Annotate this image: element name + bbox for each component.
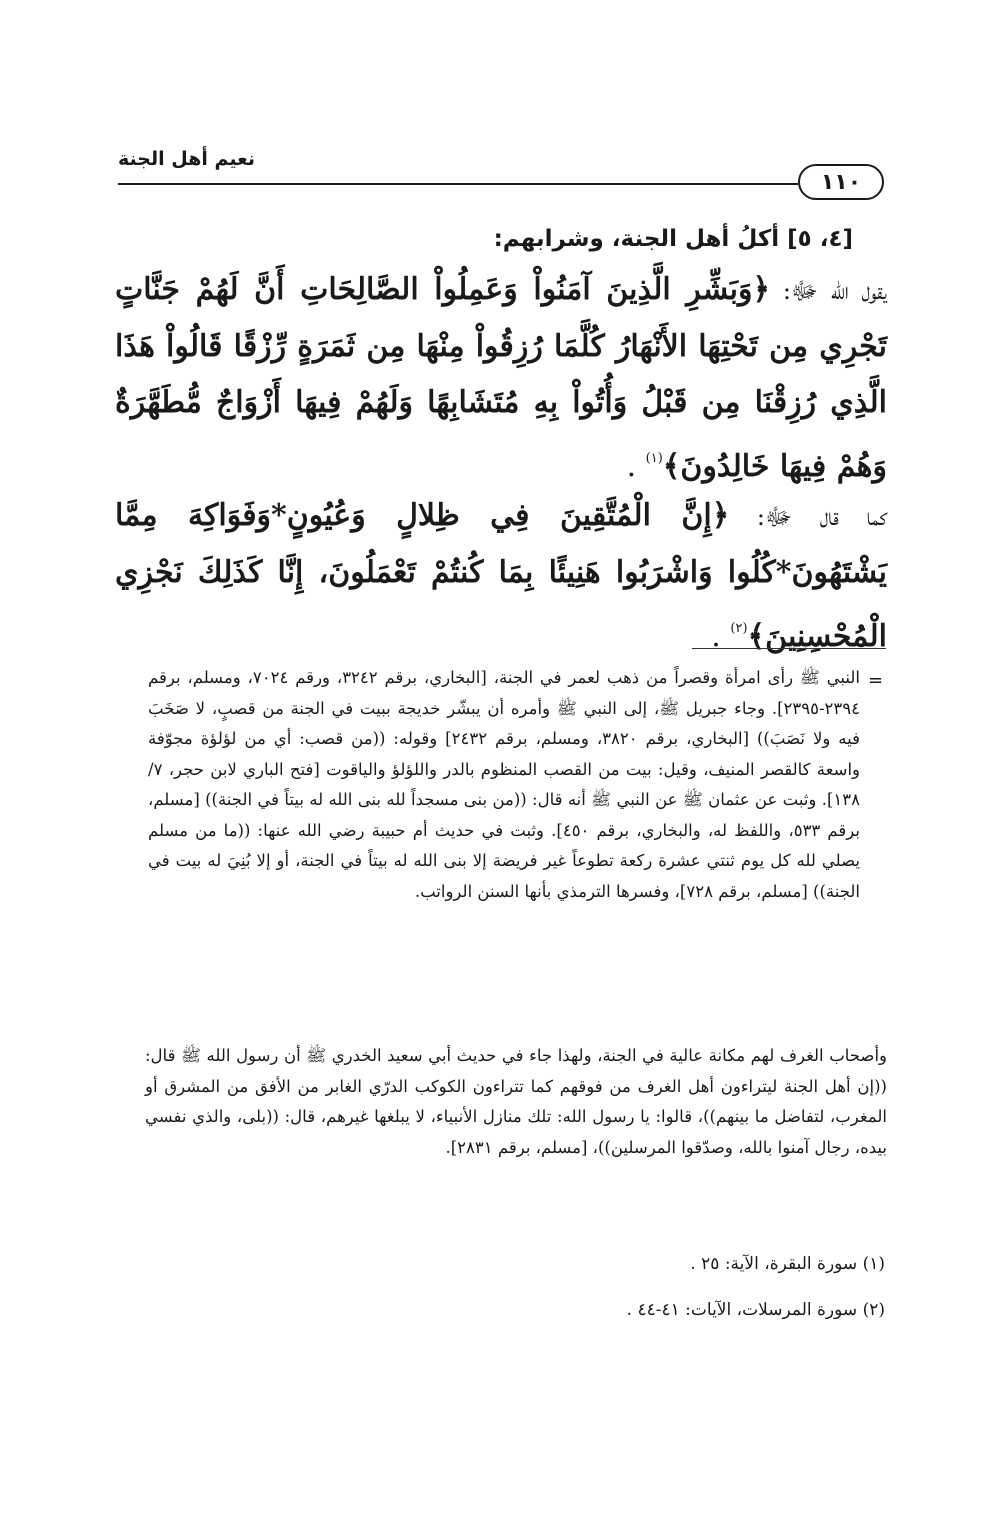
page-number: ١١٠ — [798, 164, 884, 200]
quran-verse-1: ﴿وَبَشِّرِ الَّذِينَ آمَنُواْ وَعَمِلُواْ الصَّالِحَاتِ أَنَّ لَهُمْ جَنَّاتٍ تَجْرِي مِن تَحْتِهَا الأَنْهَارُ كُلَّمَا رُزِقُواْ مِنْهَا مِن ثَمَرَةٍ رِّزْقًا قَالُواْ هَذَا الَّذِي رُزِقْنَا مِن قَبْلُ وَأُتُواْ بِهِ مُتَشَابِهًا وَلَهُمْ فِيهَا أَزْوَاجٌ مُّطَهَّرَةٌ وَهُمْ فِيهَا خَالِدُونَ﴾ — [115, 272, 887, 484]
footnote-1: (١) سورة البقرة، الآية: ٢٥ . — [690, 1254, 885, 1274]
paragraph-2-end: . — [711, 619, 721, 654]
footnote-continuation: النبي ﷺ رأى امرأة وقصراً من ذهب لعمر في الجنة، [البخاري، برقم ٣٢٤٢، ورقم ٧٠٢٤، ومسلم، برقم ٢٣٩٤-٢٣٩٥]. وجاء جبريل ﷺ، إلى النبي ﷺ وأمره أن يبشّر خديجة ببيت في الجنة من قصبٍ، لا صَخَبَ فيه ولا نَصَبَ)) [البخاري، برقم ٣٨٢٠، ومسلم، برقم ٢٤٣٢] وقوله: ((من قصب: أي من لؤلؤة مجوّفة واسعة كالقصر المنيف، وقيل: بيت من القصب المنظوم بالدر واللؤلؤ والياقوت [فتح الباري لابن حجر، ٧/ ١٣٨]. وثبت عن عثمان ﷺ عن النبي ﷺ أنه قال: ((من بنى مسجداً لله بنى الله له بيتاً في الجنة)) [مسلم، برقم ٥٣٣، واللفظ له، والبخاري، برقم ٤٥٠]. وثبت في حديث أم حبيبة رضي الله عنها: ((ما من مسلم يصلي لله كل يوم ثنتي عشرة ركعة تطوعاً غير فريضة إلا بنى الله له بيتاً في الجنة، أو إلا بُنِيَ له بيت في الجنة)) [مسلم، برقم ٧٢٨]، وفسرها الترمذي بأنها السنن الرواتب. — [148, 668, 860, 901]
paragraph-1 — [115, 262, 887, 495]
section-heading: [٤، ٥] أكلُ أهل الجنة، وشرابهم: — [493, 226, 853, 252]
paragraph-1-end: . — [626, 449, 637, 484]
footnote-2: (٢) سورة المرسلات، الآيات: ٤١-٤٤ . — [626, 1300, 885, 1320]
quran-verse-2: ﴿إِنَّ الْمُتَّقِينَ فِي ظِلالٍ وَعُيُونٍ*وَفَوَاكِهَ مِمَّا يَشْتَهُونَ*كُلُوا وَاشْرَبُوا هَنِيئًا بِمَا كُنتُمْ تَعْمَلُونَ، إِنَّا كَذَلِكَ نَجْزِي الْمُحْسِنِينَ﴾ — [115, 498, 887, 654]
header-rule — [118, 183, 798, 185]
paragraph-2 — [115, 488, 887, 665]
running-title: نعيم أهل الجنة — [118, 148, 256, 170]
continuation-mark: = — [868, 670, 884, 691]
footnote-separator — [692, 648, 886, 649]
paragraph-2-intro: كما قال ﷻ: — [729, 503, 887, 531]
footnote-ref-1: (١) — [645, 451, 663, 466]
footnote-ref-2: (٢) — [730, 621, 748, 636]
footnote-second-paragraph: وأصحاب الغرف لهم مكانة عالية في الجنة، ولهذا جاء في حديث أبي سعيد الخدري ﷺ أن رسول الله ﷺ قال: ((إن أهل الجنة ليتراءون أهل الغرف من فوقهم كما تتراءون الكوكب الدرّي الغابر من الأفق من المشرق أو المغرب، لتفاضل ما بينهم))، قالوا: يا رسول الله: تلك منازل الأنبياء، لا يبلغها غيرهم، قال: ((بلى، والذي نفسي بيده، رجال آمنوا بالله، وصدّقوا المرسلين))، [مسلم، برقم ٢٨٣١]. — [145, 1046, 887, 1157]
paragraph-1-intro: يقول الله ﷻ: — [770, 277, 887, 305]
